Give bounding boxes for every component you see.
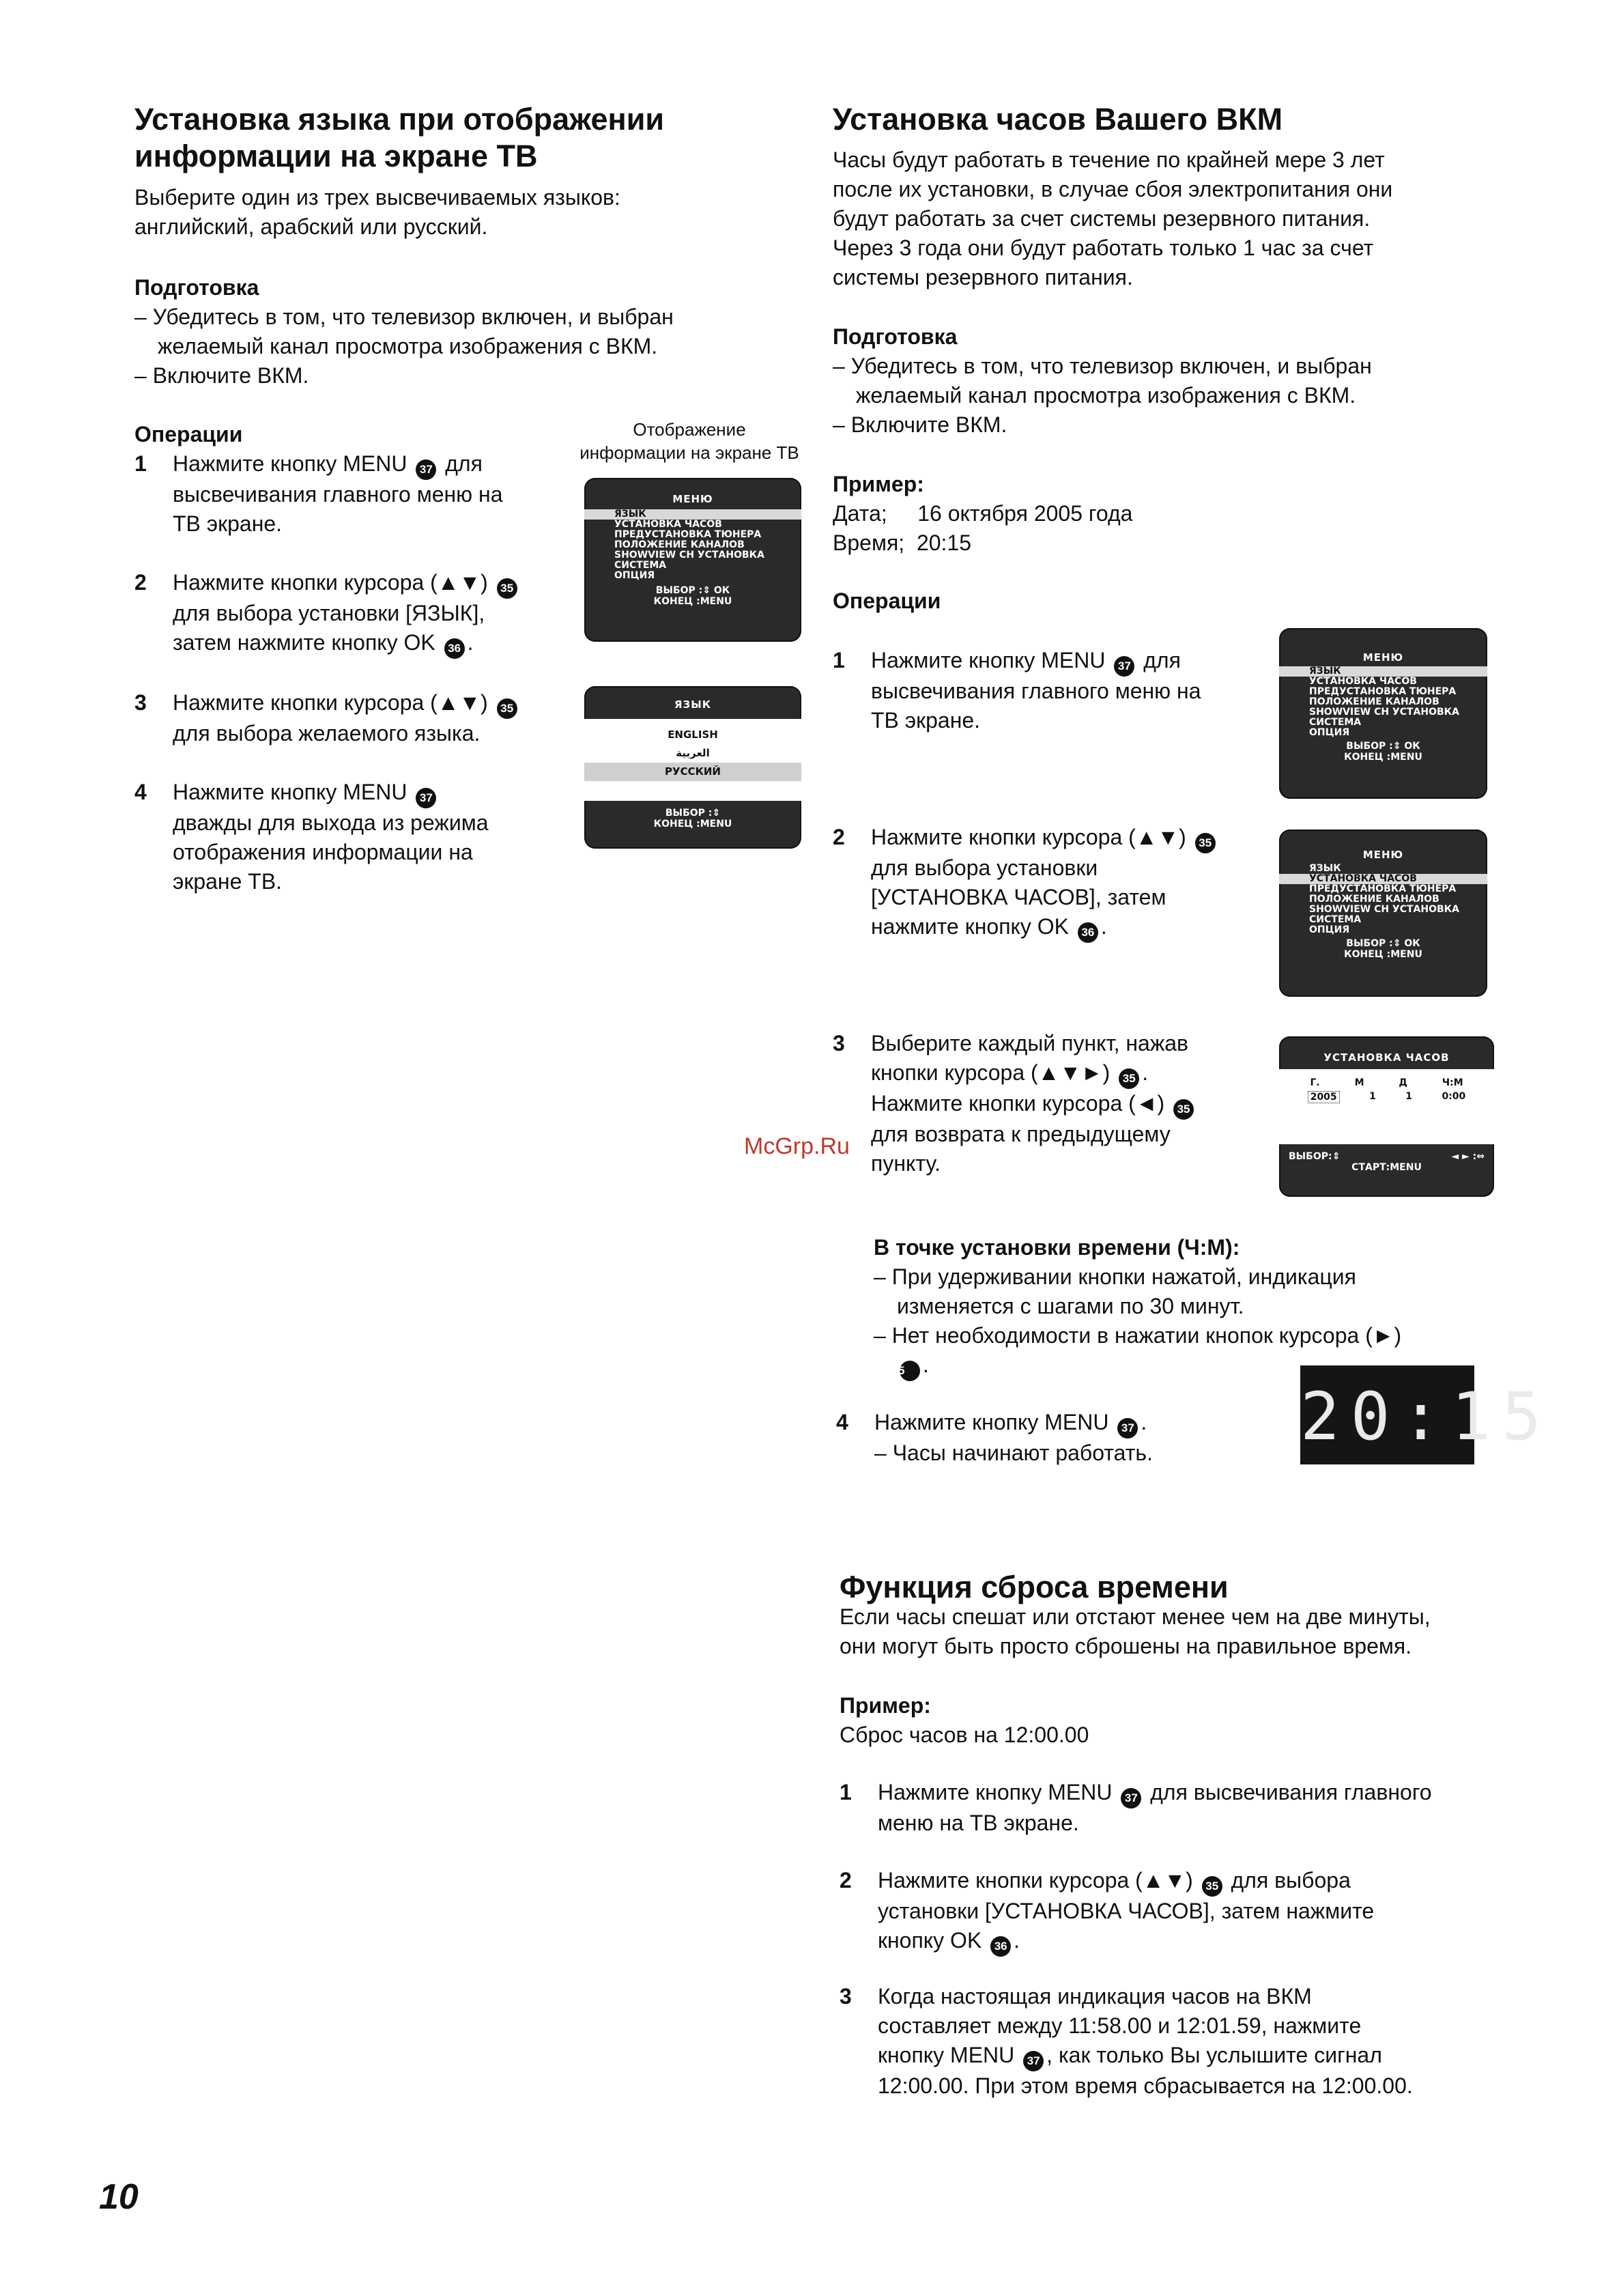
menu-item: SHOWVIEW CH УСТАНОВКА xyxy=(1309,707,1459,718)
menu-item: УСТАНОВКА ЧАСОВ xyxy=(614,519,722,530)
menu-list xyxy=(584,509,801,581)
button-ref-icon: 37 xyxy=(1023,2051,1044,2071)
reset-step-1: 1 Нажмите кнопку MENU 37 для высвечивания главного меню на ТВ экране. xyxy=(840,1780,1432,1835)
button-ref-icon: 37 xyxy=(1121,1788,1141,1809)
button-ref-icon: 35 xyxy=(1119,1068,1139,1089)
menu-item: УСТАНОВКА ЧАСОВ xyxy=(1279,874,1487,884)
tv-menu-screen-step2: МЕНЮ ЯЗЫК УСТАНОВКА ЧАСОВ ПРЕДУСТАНОВКА ТЮНЕРА ПОЛОЖЕНИЕ КАНАЛОВ SHOWVIEW CH УСТАНОВКА СИСТЕМА ОПЦИЯ ВЫБОР :⇕ ОК КОНЕЦ :MENU xyxy=(1279,830,1487,997)
tv-menu-screen-left: МЕНЮ ЯЗЫК УСТАНОВКА ЧАСОВ ПРЕДУСТАНОВКА ТЮНЕРА ПОЛОЖЕНИЕ КАНАЛОВ SHOWVIEW CH УСТАНОВКА СИСТЕМА ОПЦИЯ ВЫБОР :⇕ ОК КОНЕЦ :MENU xyxy=(584,478,801,642)
menu-item: СИСТЕМА xyxy=(1309,717,1362,728)
button-ref-icon: 35 xyxy=(1202,1876,1222,1897)
right-step-3: 3 Выберите каждый пункт, нажав кнопки курсора (▲▼►) 35 . Нажмите кнопки курсора (◄) 35 для возврата к предыдущему пункту. xyxy=(833,1029,1283,1178)
menu-item: ПРЕДУСТАНОВКА ТЮНЕРА xyxy=(614,529,762,540)
reset-step-3: 3 Когда настоящая индикация часов на ВКМ составляет между 11:58.00 и 12:01.59, нажмите кнопку MENU 37 , как только Вы услышите сигнал 12:00.00. При этом время сбрасывается на 12:00.00. xyxy=(840,1984,1413,2098)
menu-item: SHOWVIEW CH УСТАНОВКА xyxy=(614,550,764,561)
vcr-clock-display: 20:15 xyxy=(1300,1365,1474,1464)
button-ref-icon: 35 xyxy=(497,578,517,599)
button-ref-icon: 37 xyxy=(416,459,436,480)
menu-item: ОПЦИЯ xyxy=(614,570,655,581)
right-ops-heading: Операции xyxy=(833,589,941,613)
left-step-4: 4 Нажмите кнопку MENU 37 дважды для выхода из режима отображения информации на экране ТВ. xyxy=(134,780,489,894)
right-preparation: Подготовка – Убедитесь в том, что телевизор включен, и выбран желаемый канал просмотра изображения с ВКМ. – Включите ВКМ. xyxy=(833,324,1372,437)
watermark: McGrp.Ru xyxy=(744,1133,850,1159)
menu-item: УСТАНОВКА ЧАСОВ xyxy=(1309,676,1417,687)
button-ref-icon: 37 xyxy=(416,788,436,808)
left-step-2: 2 Нажмите кнопки курсора (▲▼) 35 для выбора установки [ЯЗЫК], затем нажмите кнопку OK 36 . xyxy=(134,568,571,659)
button-ref-icon: 36 xyxy=(444,638,465,659)
right-step-4: 4 Нажмите кнопку MENU 37 . – Часы начинают работать. xyxy=(836,1410,1153,1465)
left-preparation: Подготовка – Убедитесь в том, что телевизор включен, и выбран желаемый канал просмотра изображения с ВКМ. – Включите ВКМ. xyxy=(134,275,674,388)
menu-item: ПРЕДУСТАНОВКА ТЮНЕРА xyxy=(1309,686,1457,697)
left-intro: Выберите один из трех высвечиваемых языков: английский, арабский или русский. xyxy=(134,185,620,239)
right-title: Установка часов Вашего ВКМ xyxy=(833,102,1283,137)
language-option: العربية xyxy=(676,747,710,759)
reset-example: Пример: Сброс часов на 12:00.00 xyxy=(840,1693,1089,1747)
left-title: Установка языка при отображении информации на экране ТВ xyxy=(134,102,665,173)
time-setting-notes: В точке установки времени (Ч:М): – При удерживании кнопки нажатой, индикация изменяется с шагами по 30 минут. – Нет необходимости в нажатии кнопок курсора (►) 35 . xyxy=(874,1233,1488,1381)
reset-intro: Если часы спешат или отстают менее чем на две минуты, они могут быть просто сброшены на правильное время. xyxy=(840,1604,1431,1658)
menu-item: ПОЛОЖЕНИЕ КАНАЛОВ xyxy=(1309,696,1439,707)
menu-item: ОПЦИЯ xyxy=(1309,924,1350,935)
right-step-1: 1 Нажмите кнопку MENU 37 для высвечивания главного меню на ТВ экране. xyxy=(833,648,1201,733)
button-ref-icon: 36 xyxy=(1078,922,1098,943)
language-option: ENGLISH xyxy=(668,728,718,741)
screen-caption: Отображение информации на экране ТВ xyxy=(579,419,799,463)
clock-fields: Г. М Д Ч:М 2005 1 1 0:00 xyxy=(1279,1069,1494,1144)
right-intro: Часы будут работать в течение по крайней мере 3 лет после их установки, в случае сбоя электропитания они будут работать за счет системы резервного питания. Через 3 года они будут работать только 1 час за счет системы резервного питания. xyxy=(833,147,1393,289)
tv-language-screen: ЯЗЫК ENGLISH العربية РУССКИЙ ВЫБОР :⇕ КОНЕЦ :MENU xyxy=(584,686,801,849)
button-ref-icon: 35 xyxy=(497,698,517,719)
right-example: Пример: Дата; 16 октября 2005 года Время; 20:15 xyxy=(833,472,1133,555)
menu-item: ЯЗЫК xyxy=(1279,666,1487,677)
menu-item: ПОЛОЖЕНИЕ КАНАЛОВ xyxy=(614,539,745,550)
button-ref-icon: 37 xyxy=(1117,1418,1138,1438)
language-list xyxy=(584,719,801,801)
button-ref-icon: 35 xyxy=(1195,833,1216,853)
menu-item: SHOWVIEW CH УСТАНОВКА xyxy=(1309,904,1459,915)
menu-item: ПОЛОЖЕНИЕ КАНАЛОВ xyxy=(1309,894,1439,905)
reset-step-2: 2 Нажмите кнопки курсора (▲▼) 35 для выбора установки [УСТАНОВКА ЧАСОВ], затем нажмите кнопку OK 36 . xyxy=(840,1866,1577,1957)
tv-clock-setting-screen: УСТАНОВКА ЧАСОВ Г. М Д Ч:М 2005 1 1 0:00 ВЫБОР:⇕ ◄ ► :⇔ СТАРТ:MENU xyxy=(1279,1036,1494,1197)
menu-item: ОПЦИЯ xyxy=(1309,727,1350,738)
reset-title: Функция сброса времени xyxy=(840,1570,1229,1604)
page-number: 10 xyxy=(99,2177,139,2217)
language-option: РУССКИЙ xyxy=(584,763,801,781)
menu-item: ЯЗЫК xyxy=(584,509,801,520)
button-ref-icon: 36 xyxy=(990,1936,1011,1957)
menu-item: СИСТЕМА xyxy=(1309,914,1362,925)
menu-item: СИСТЕМА xyxy=(614,560,667,571)
left-step-1: 1 Нажмите кнопку MENU 37 для высвечивания главного меню на ТВ экране. xyxy=(134,451,503,536)
tv-menu-screen-step1: МЕНЮ ЯЗЫК УСТАНОВКА ЧАСОВ ПРЕДУСТАНОВКА ТЮНЕРА ПОЛОЖЕНИЕ КАНАЛОВ SHOWVIEW CH УСТАНОВКА СИСТЕМА ОПЦИЯ ВЫБОР :⇕ ОК КОНЕЦ :MENU xyxy=(1279,628,1487,799)
menu-item: ЯЗЫК xyxy=(1309,863,1341,874)
left-ops-heading: Операции xyxy=(134,422,243,447)
left-steps xyxy=(134,449,571,896)
button-ref-icon: 37 xyxy=(1114,656,1134,677)
menu-item: ПРЕДУСТАНОВКА ТЮНЕРА xyxy=(1309,883,1457,894)
button-ref-icon: 35 xyxy=(900,1361,920,1381)
button-ref-icon: 35 xyxy=(1173,1099,1194,1120)
left-step-3: 3 Нажмите кнопки курсора (▲▼) 35 для выбора желаемого языка. xyxy=(134,688,571,748)
right-step-2: 2 Нажмите кнопки курсора (▲▼) 35 для выбора установки [УСТАНОВКА ЧАСОВ], затем нажмите кнопку OK 36 . xyxy=(833,823,1283,943)
